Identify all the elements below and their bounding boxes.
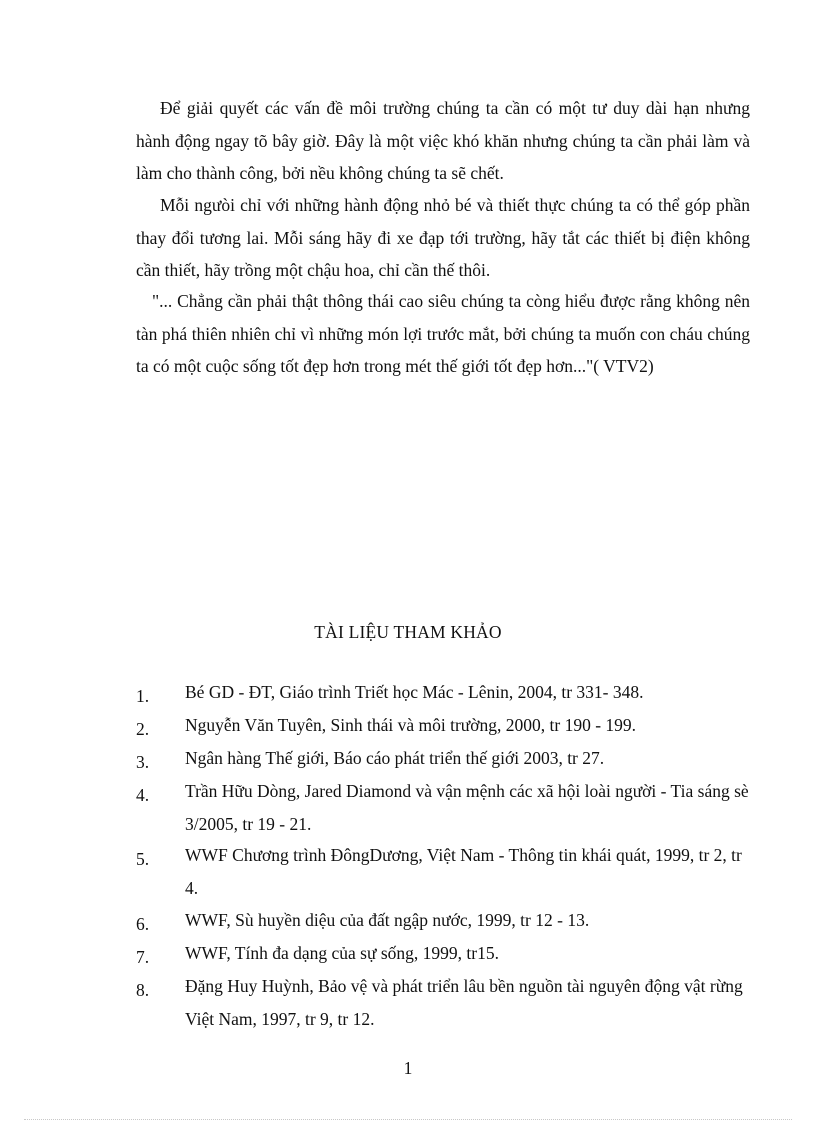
reference-number: 6. — [136, 914, 150, 934]
reference-number: 5. — [136, 849, 150, 869]
reference-item — [136, 904, 750, 937]
reference-item — [136, 709, 750, 742]
reference-text: Đặng Huy Huỳnh, Bảo vệ và phát triển lâu bền nguồn tài nguyên động vật rừng Việt Nam, 1997, tr 9, tr 12. — [185, 976, 743, 1029]
page-number: 1 — [403, 1058, 413, 1078]
body-paragraph-1: Để giải quyết các vấn đề môi trường chúng ta cần có một tư duy dài hạn nhưng hành động ngay tõ bây giờ. Đây là một việc khó khăn nhưng chúng ta cần phải làm và làm cho thành công, bởi nều không chúng ta sẽ chết. — [136, 98, 750, 183]
references-heading: TÀI LIỆU THAM KHẢO — [314, 622, 502, 642]
page-bottom-divider — [24, 1119, 792, 1120]
reference-item — [136, 970, 750, 1035]
reference-text: Trần Hữu Dòng, Jared Diamond và vận mệnh các xã hội loài người - Tia sáng sè 3/2005, tr 19 - 21. — [185, 781, 749, 834]
reference-item — [136, 775, 750, 840]
body-paragraph-2: Mỗi ngưòi chỉ với những hành động nhỏ bé và thiết thực chúng ta có thể góp phần thay đổi tương lai. Mỗi sáng hãy đi xe đạp tới trường, hãy tắt các thiết bị điện không cần thiết, hãy trồng một chậu hoa, chỉ cần thế thôi. — [136, 195, 750, 280]
reference-item — [136, 937, 750, 970]
reference-number: 3. — [136, 752, 150, 772]
reference-number: 8. — [136, 980, 150, 1000]
reference-item — [136, 676, 750, 709]
reference-text: Bé GD - ĐT, Giáo trình Triết học Mác - Lênin, 2004, tr 331- 348. — [185, 682, 644, 702]
reference-text: Ngân hàng Thế giới, Báo cáo phát triển thế giới 2003, tr 27. — [185, 748, 605, 768]
reference-text: WWF, Sù huyền diệu của đất ngập nước, 1999, tr 12 - 13. — [185, 910, 590, 930]
body-paragraph-3-quote: "... Chẳng cần phải thật thông thái cao siêu chúng ta còng hiểu được rằng không nên tàn phá thiên nhiên chỉ vì những món lợi trước mắt, bởi chúng ta muốn con cháu chúng ta có một cuộc sống tốt đẹp hơn trong mét thế giới tốt đẹp hơn..."( VTV2) — [136, 291, 750, 376]
reference-text: WWF, Tính đa dạng của sự sống, 1999, tr15. — [185, 943, 499, 963]
reference-number: 1. — [136, 686, 150, 706]
reference-item — [136, 742, 750, 775]
reference-text: Nguyễn Văn Tuyên, Sinh thái và môi trường, 2000, tr 190 - 199. — [185, 715, 637, 735]
reference-number: 4. — [136, 785, 150, 805]
reference-number: 7. — [136, 947, 150, 967]
reference-item — [136, 839, 750, 904]
reference-text: WWF Chương trình ĐôngDương, Việt Nam - Thông tin khái quát, 1999, tr 2, tr 4. — [185, 845, 742, 898]
reference-number: 2. — [136, 719, 150, 739]
